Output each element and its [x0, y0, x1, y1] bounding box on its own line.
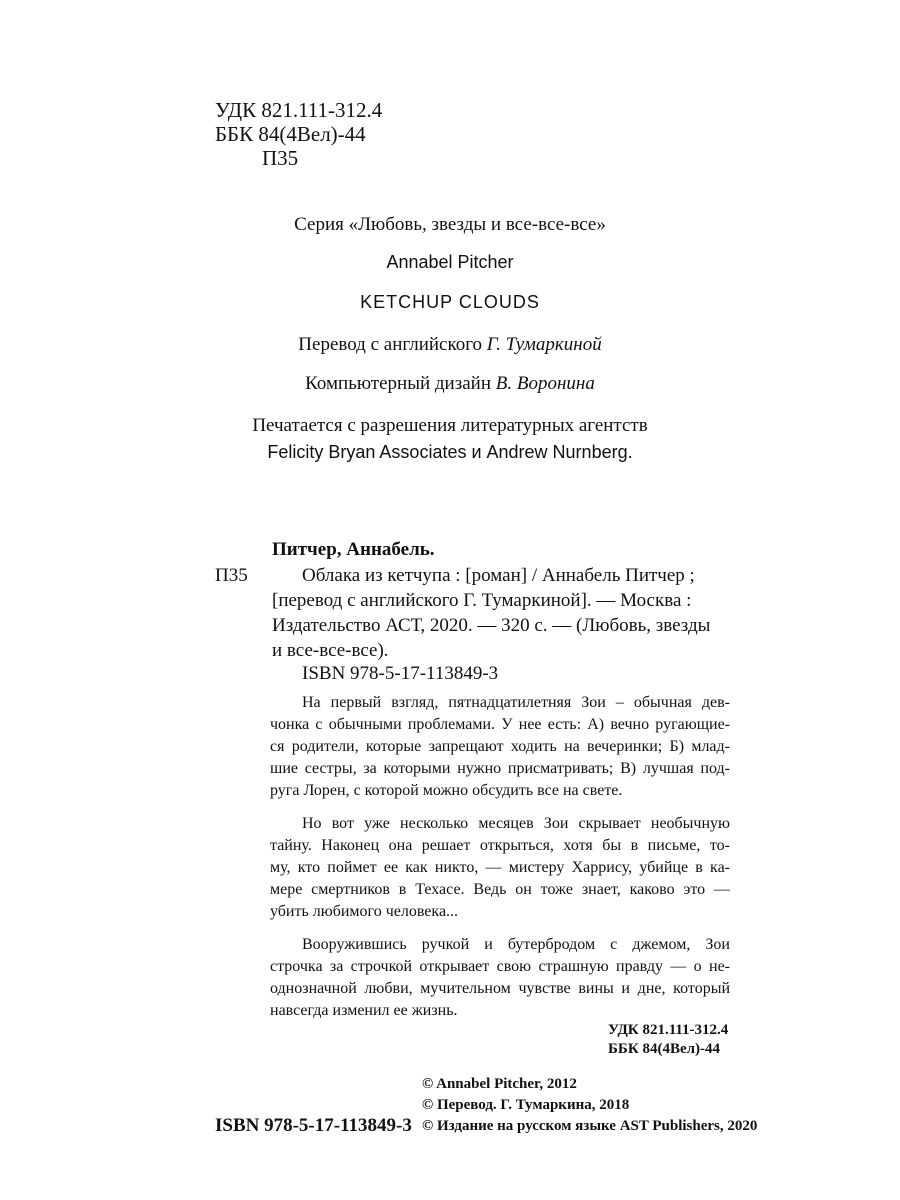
series-line: Серия «Любовь, звезды и все-все-все» — [294, 214, 606, 235]
designer-name: В. Воронина — [495, 373, 595, 394]
bib-line: [перевод с английского Г. Тумаркиной]. — Москва : — [272, 590, 692, 611]
annotation-line: му, кто поймет ее как никто, — мистеру Харрису, убийце в ка- — [270, 859, 730, 876]
udk-code: УДК 821.111-312.4 — [215, 98, 383, 122]
annotation-line: На первый взгляд, пятнадцатилетняя Зои – обычная дев- — [302, 694, 730, 711]
footer-bbk: ББК 84(4Вел)-44 — [608, 1041, 721, 1057]
annotation-line: Вооружившись ручкой и бутербродом с джемом, Зои — [302, 936, 730, 953]
design-prefix: Компьютерный дизайн — [305, 373, 492, 394]
copyright-line: © Издание на русском языке AST Publishers, 2020 — [422, 1118, 758, 1134]
translation-credit — [0, 333, 900, 357]
bib-mark: П35 — [215, 565, 248, 586]
annotation-line: Но вот уже несколько месяцев Зои скрывает необычную — [302, 815, 730, 832]
annotation-line: убить любимого человека... — [270, 903, 459, 920]
annotation-line: ся родители, которые запрещают ходить на вечеринки; Б) млад- — [270, 738, 730, 755]
annotation-line: навсегда изменил ее жизнь. — [270, 1002, 458, 1019]
author-mark: П35 — [262, 146, 299, 170]
copyright-line: © Перевод. Г. Тумаркина, 2018 — [422, 1097, 630, 1113]
translation-prefix: Перевод с английского — [298, 334, 483, 355]
original-title: KETCHUP CLOUDS — [360, 292, 540, 312]
bbk-code: ББК 84(4Вел)-44 — [215, 122, 366, 146]
annotation-line: шие сестры, за которыми нужно присматривать; В) лучшая под- — [270, 760, 730, 777]
bib-line: Облака из кетчупа : [роман] / Аннабель Питчер ; — [302, 565, 695, 586]
bib-author-heading: Питчер, Аннабель. — [272, 539, 435, 560]
annotation-line: однозначной любви, мучительном чувстве вины и дне, который — [270, 980, 730, 997]
annotation-line: руга Лорен, с которой можно обсудить все на свете. — [270, 782, 623, 799]
annotation-line: тайну. Наконец она решает открыться, хотя бы в письме, то- — [270, 837, 730, 854]
permission-line-2: Felicity Bryan Associates и Andrew Nurnberg. — [267, 442, 633, 462]
translator-name: Г. Тумаркиной — [486, 334, 602, 355]
annotation-line: мере смертников в Техасе. Ведь он тоже знает, каково это — — [270, 881, 730, 898]
annotation-line: строчка за строчкой открывает свою страшную правду — о не- — [270, 958, 730, 975]
permission-line-1: Печатается с разрешения литературных агентств — [252, 415, 648, 436]
bib-isbn: ISBN 978-5-17-113849-3 — [302, 663, 499, 684]
bib-line: Издательство АСТ, 2020. — 320 с. — (Любовь, звезды — [272, 615, 711, 636]
copyright-line: © Annabel Pitcher, 2012 — [422, 1076, 577, 1092]
bib-line: и все-все-все). — [272, 640, 389, 661]
original-author: Annabel Pitcher — [386, 252, 514, 272]
footer-udk: УДК 821.111-312.4 — [608, 1022, 729, 1038]
annotation-line: чонка с обычными проблемами. У нее есть: А) вечно ругающие- — [270, 716, 730, 733]
design-credit — [0, 372, 900, 396]
footer-isbn: ISBN 978-5-17-113849-3 — [215, 1115, 412, 1136]
